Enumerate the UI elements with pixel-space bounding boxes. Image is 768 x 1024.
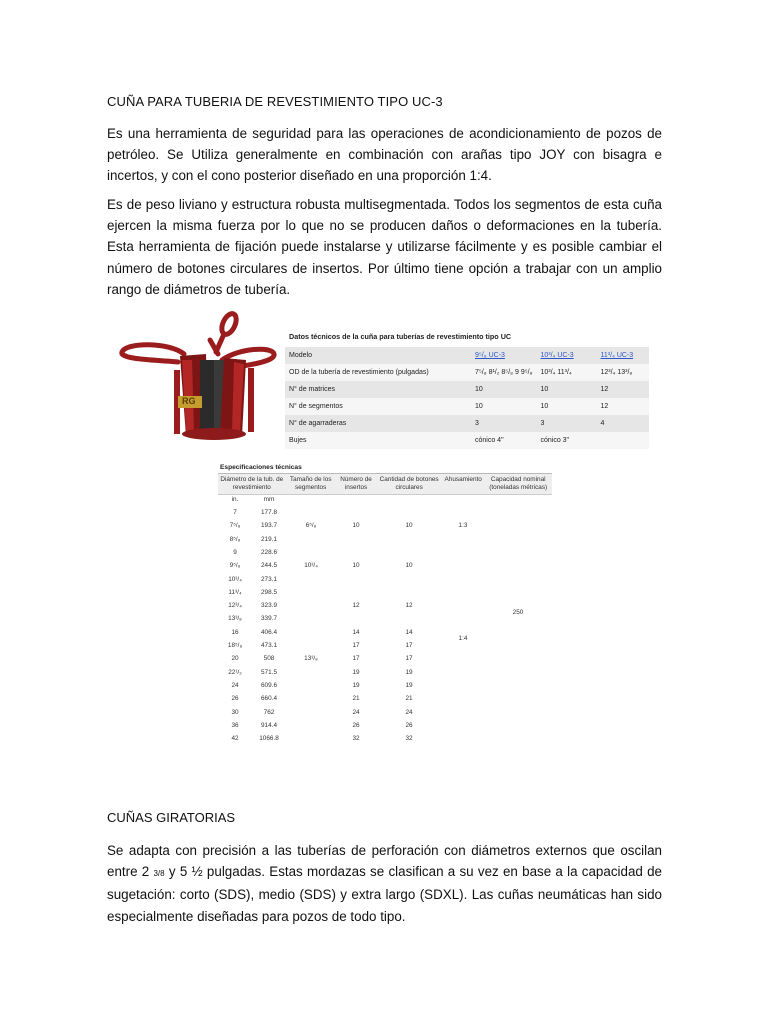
table1-cell: 10: [536, 381, 596, 398]
table1-label-cell: Modelo: [285, 347, 471, 364]
table2-buttons-cell: 17: [405, 655, 413, 663]
table1-label-cell: N° de agarraderas: [285, 415, 471, 432]
table1-cell: 12: [596, 398, 649, 415]
table1-cell: [596, 432, 649, 449]
table2-diameter-mm-cell: 219.1: [261, 535, 277, 543]
table1-cell: cónico 3": [536, 432, 596, 449]
table1-cell[interactable]: 9⁵/₈ UC-3: [471, 347, 536, 364]
table2-diameter-in-cell: 20: [231, 655, 239, 663]
table1-row: [285, 347, 649, 364]
table2-diameter-mm-cell: 193.7: [261, 522, 277, 530]
table2-diameter-in-cell: 7: [233, 509, 237, 516]
table1-cell: 10³/₄ 11³/₄: [536, 364, 596, 381]
table2-diameter-mm-cell: 914.4: [261, 721, 277, 729]
table1-cell: 12³/₄ 13³/₈: [596, 364, 649, 381]
table2-buttons-cell: 10: [405, 562, 413, 570]
table2-diameter-mm-cell: 323.9: [261, 602, 277, 610]
table2-inserts-cell: 19: [352, 668, 360, 676]
table2-header-cell: Diámetro de la tub. de revestimiento: [220, 476, 284, 491]
table2-buttons-cell: 14: [405, 628, 413, 636]
table2-diameter-mm-cell: 609.6: [261, 681, 277, 689]
table2-header-cell: Tamaño de los segmentos: [289, 476, 332, 491]
table2-header-cell: Ahusamiento: [444, 476, 482, 483]
table2-diameter-mm-cell: 273.1: [261, 575, 277, 583]
table1-row: [285, 432, 649, 449]
table2-diameter-mm-cell: 473.1: [261, 642, 277, 649]
table1-cell: 10: [471, 381, 536, 398]
table2-diameter-in-cell: 16: [231, 628, 239, 636]
table2-diameter-in-cell: 13³/₈: [228, 615, 242, 623]
table2-diameter-mm-cell: 244.5: [261, 562, 277, 570]
table2-inserts-cell: 26: [352, 721, 360, 729]
table2-diameter-mm-cell: 508: [263, 655, 275, 663]
table2-unit-cell: in.: [231, 495, 239, 503]
table2-header-cell: Número de insertos: [340, 476, 372, 491]
table1-cell: cónico 4": [471, 432, 536, 449]
table2-diameter-mm-cell: 298.5: [261, 588, 277, 596]
table2-buttons-cell: 19: [405, 668, 413, 676]
description-paragraph: Es de peso liviano y estructura robusta multisegmentada. Todos los segmentos de esta cuña ejercen la misma fuerza por lo que no se producen daños o deformaciones en la tubería. Esta herramienta de fijación puede instalarse y utilizarse fácilmente y es posible cambiar el número de botones circulares de insertos. Por último tiene opción a trabajar con un amplio rango de diámetros de tubería.: [107, 197, 662, 297]
table1-caption: Datos técnicos de la cuña para tuberías de revestimiento tipo UC: [289, 332, 512, 341]
table2-inserts-cell: 12: [352, 602, 360, 610]
table1-row: [285, 381, 649, 398]
table2-taper-cell: 1:3: [458, 522, 468, 530]
table2-capacity-cell: 250: [512, 608, 524, 616]
table2-diameter-in-cell: 42: [231, 735, 239, 743]
table2-header-cell: Capacidad nominal (toneladas métricas): [489, 476, 548, 491]
table1-cell: 12: [596, 381, 649, 398]
table2-taper-cell: 1:4: [458, 635, 468, 643]
table1-label-cell: N° de segmentos: [285, 398, 471, 415]
table2-buttons-cell: 10: [405, 522, 413, 530]
table2-inserts-cell: 10: [352, 562, 360, 570]
technical-specs-table: [218, 460, 552, 783]
table2-diameter-in-cell: 12³/₄: [228, 602, 242, 610]
table2-inserts-cell: 17: [352, 642, 360, 649]
intro-paragraph: Es una herramienta de seguridad para las operaciones de acondicionamiento de pozos de petróleo. Se Utiliza generalmente en combinación con arañas tipo JOY con bisagra e incertos, y con el cono posterior diseñado en una proporción 1:4.: [107, 126, 662, 184]
table2-diameter-mm-cell: 339.7: [261, 615, 277, 623]
table1-cell: 10: [471, 398, 536, 415]
table2-segments-cell: 10³/₄: [304, 562, 318, 570]
para3-part-a: Se adapta con precisión a las tuberías de perforación con diámetros externos que oscilan entre 2: [107, 843, 662, 880]
table2-inserts-cell: 32: [352, 735, 360, 743]
table1-cell: 4: [596, 415, 649, 432]
table1-row: [285, 364, 649, 381]
table1-cell: 3: [536, 415, 596, 432]
table2-inserts-cell: 21: [352, 695, 360, 703]
table2-header-cell: Cantidad de botones circulares: [379, 476, 439, 491]
table1-label-cell: N° de matrices: [285, 381, 471, 398]
table2-diameter-mm-cell: 660.4: [261, 695, 277, 703]
table2-segments-cell: 6⁵/₈: [305, 522, 317, 530]
table1-cell[interactable]: 11³/₄ UC-3: [596, 347, 649, 364]
table2-diameter-mm-cell: 571.5: [261, 668, 277, 676]
table2-diameter-in-cell: 30: [231, 708, 239, 716]
table2-inserts-cell: 17: [352, 655, 360, 663]
table1-cell[interactable]: 10³/₄ UC-3: [536, 347, 596, 364]
table2-buttons-cell: 32: [405, 735, 413, 743]
slip-tool-photo: [114, 310, 284, 452]
table2-diameter-mm-cell: 228.6: [261, 548, 277, 556]
table2-title: Especificaciones técnicas: [218, 460, 552, 474]
uc-technical-data-table: [285, 328, 649, 449]
table2-diameter-mm-cell: 1066.8: [259, 735, 279, 743]
section-heading-uc3: CUÑA PARA TUBERIA DE REVESTIMIENTO TIPO UC-3: [107, 94, 443, 109]
table2-diameter-in-cell: 36: [231, 721, 239, 729]
table2-diameter-in-cell: 26: [231, 695, 239, 703]
table2-buttons-cell: 26: [405, 721, 413, 729]
table1-row: [285, 398, 649, 415]
para3-fraction: 3/8: [153, 869, 165, 879]
table2-diameter-in-cell: 8⁵/₈: [229, 535, 241, 543]
table2-diameter-in-cell: 9⁵/₈: [229, 562, 241, 570]
table2-header: [218, 474, 552, 495]
table2-diameter-in-cell: 10³/₄: [228, 575, 242, 583]
table2-buttons-cell: 19: [405, 681, 413, 689]
table2-diameter-in-cell: 7⁵/₈: [229, 522, 241, 530]
table1-cell: 10: [536, 398, 596, 415]
table2-diameter-in-cell: 24: [231, 681, 239, 689]
table2-body: [218, 495, 552, 783]
table1-row: [285, 415, 649, 432]
table2-unit-cell: mm: [263, 495, 275, 503]
rotary-slips-paragraph: [107, 840, 662, 927]
table2-diameter-in-cell: 18⁵/₈: [227, 642, 243, 649]
table2-diameter-mm-cell: 762: [263, 708, 275, 716]
table2-diameter-mm-cell: 406.4: [261, 628, 277, 636]
table1-label-cell: OD de la tubería de revestimiento (pulgadas): [285, 364, 471, 381]
table2-buttons-cell: 17: [405, 642, 413, 649]
table2-diameter-in-cell: 22¹/₂: [228, 668, 242, 676]
table2-buttons-cell: 24: [405, 708, 413, 716]
table1-label-cell: Bujes: [285, 432, 471, 449]
table2-inserts-cell: 14: [352, 628, 360, 636]
table1-cell: 7⁵/₈ 8¹/₂ 8⁵/₈ 9 9⁵/₈: [471, 364, 536, 381]
table2-inserts-cell: 24: [352, 708, 360, 716]
table2-buttons-cell: 21: [405, 695, 413, 703]
table2-diameter-mm-cell: 177.8: [261, 509, 277, 516]
table2-buttons-cell: 12: [405, 602, 413, 610]
table1-cell: 3: [471, 415, 536, 432]
logo-text: RG: [182, 396, 196, 406]
table2-inserts-cell: 19: [352, 681, 360, 689]
table2-diameter-in-cell: 9: [233, 548, 237, 556]
section-heading-rotary-slips: CUÑAS GIRATORIAS: [107, 810, 236, 825]
table2-inserts-cell: 10: [352, 522, 360, 530]
para3-part-b: y 5 ½ pulgadas. Estas mordazas se clasifican a su vez en base a la capacidad de sugetación: corto (SDS), medio (SDS) y extra largo (SDXL). Las cuñas neumáticas han sido especialmente diseñadas para pozos de todo tipo.: [107, 864, 662, 924]
table2-diameter-in-cell: 11³/₄: [228, 588, 242, 596]
table2-segments-cell: 13³/₈: [304, 655, 318, 663]
